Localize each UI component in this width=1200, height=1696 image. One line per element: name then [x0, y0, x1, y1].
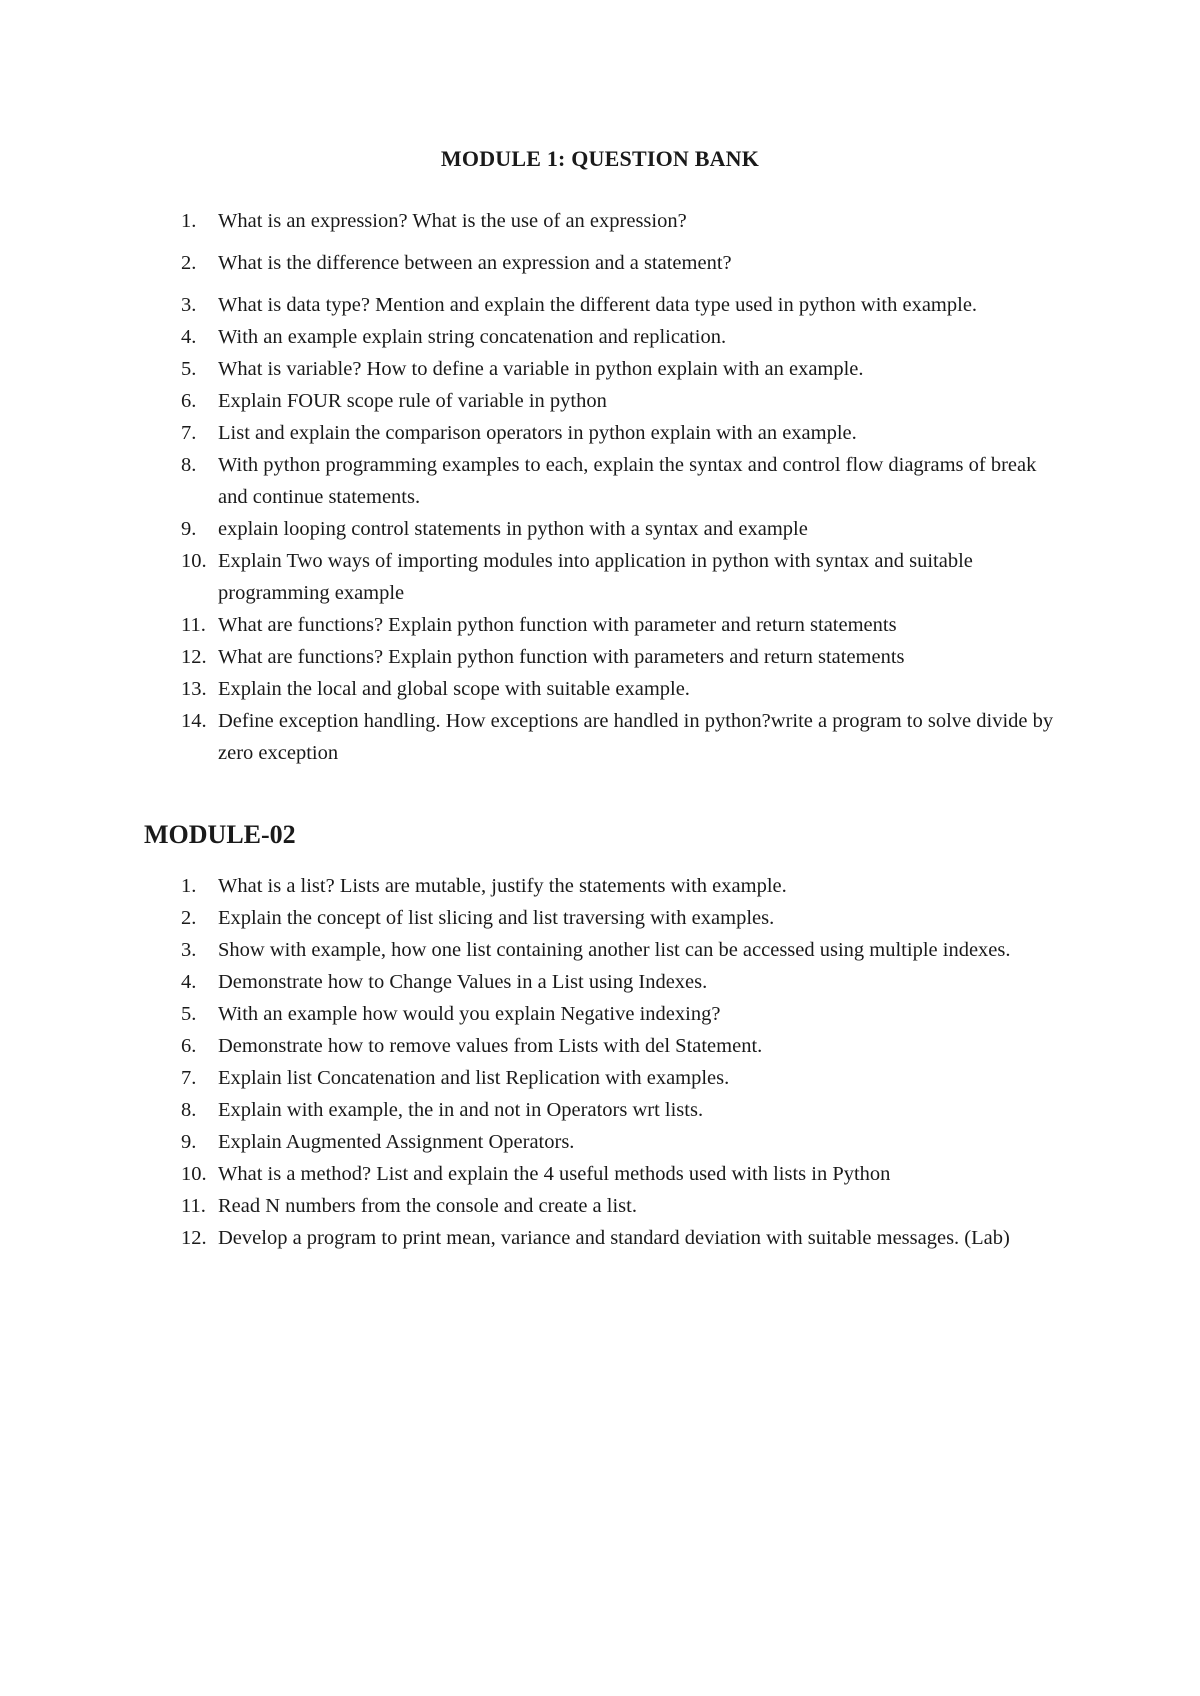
question-number: 2. [181, 907, 197, 929]
question-text: What is a method? List and explain the 4 useful methods used with lists in Python [218, 1163, 891, 1185]
question-item [0, 321, 1200, 353]
question-number: 11. [181, 1195, 206, 1217]
question-number: 14. [181, 710, 207, 732]
question-text: What is an expression? What is the use of an expression? [218, 210, 687, 232]
question-number: 5. [181, 1003, 197, 1025]
question-item [0, 1062, 1200, 1094]
question-number: 8. [181, 1099, 197, 1121]
question-number: 1. [181, 875, 197, 897]
question-number: 6. [181, 390, 197, 412]
question-item [0, 1094, 1200, 1126]
module2-question-list [0, 870, 1200, 1254]
question-number: 7. [181, 422, 197, 444]
question-text: explain looping control statements in python with a syntax and example [218, 518, 808, 540]
question-text: What is a list? Lists are mutable, justify the statements with example. [218, 875, 787, 897]
question-number: 9. [181, 518, 197, 540]
question-text: With an example how would you explain Negative indexing? [218, 1003, 721, 1025]
question-text: What is the difference between an expression and a statement? [218, 252, 732, 274]
question-text: Demonstrate how to remove values from Lists with del Statement. [218, 1035, 763, 1057]
question-text: What are functions? Explain python function with parameters and return statements [218, 646, 905, 668]
question-number: 12. [181, 1227, 207, 1249]
question-text: Read N numbers from the console and create a list. [218, 1195, 637, 1217]
question-item [0, 870, 1200, 902]
question-number: 12. [181, 646, 207, 668]
question-item [0, 934, 1200, 966]
question-item [0, 966, 1200, 998]
question-text: What are functions? Explain python function with parameter and return statements [218, 614, 897, 636]
question-text: Define exception handling. How exceptions are handled in python?write a program to solve divide by zero exception [218, 710, 1054, 764]
question-text: What is variable? How to define a variable in python explain with an example. [218, 358, 864, 380]
question-text: Explain Two ways of importing modules into application in python with syntax and suitable programming example [218, 550, 973, 604]
question-number: 10. [181, 550, 207, 572]
question-text: Demonstrate how to Change Values in a List using Indexes. [218, 971, 708, 993]
question-text: What is data type? Mention and explain the different data type used in python with example. [218, 294, 978, 316]
question-text: Explain FOUR scope rule of variable in python [218, 390, 607, 412]
module1-title: MODULE 1: QUESTION BANK [440, 146, 760, 171]
question-item [0, 513, 1200, 545]
question-number: 11. [181, 614, 206, 636]
question-text: List and explain the comparison operators in python explain with an example. [218, 422, 857, 444]
question-number: 8. [181, 454, 197, 476]
question-item [0, 1126, 1200, 1158]
question-item [0, 247, 1200, 279]
question-item [0, 1190, 1200, 1222]
question-item [0, 385, 1200, 417]
question-number: 2. [181, 252, 197, 274]
question-item [0, 705, 1200, 769]
question-item [0, 673, 1200, 705]
question-item [0, 1222, 1200, 1254]
question-text: Show with example, how one list containing another list can be accessed using multiple indexes. [218, 939, 1011, 961]
question-text: Explain list Concatenation and list Replication with examples. [218, 1067, 730, 1089]
question-item [0, 353, 1200, 385]
question-text: Explain Augmented Assignment Operators. [218, 1131, 575, 1153]
question-number: 13. [181, 678, 207, 700]
question-number: 4. [181, 326, 197, 348]
question-number: 3. [181, 294, 197, 316]
question-number: 9. [181, 1131, 197, 1153]
question-text: Explain the local and global scope with suitable example. [218, 678, 690, 700]
question-item [0, 998, 1200, 1030]
question-text: Explain with example, the in and not in Operators wrt lists. [218, 1099, 704, 1121]
question-number: 3. [181, 939, 197, 961]
question-item [0, 449, 1200, 513]
question-text: Explain the concept of list slicing and list traversing with examples. [218, 907, 775, 929]
question-number: 5. [181, 358, 197, 380]
question-number: 1. [181, 210, 197, 232]
question-item [0, 417, 1200, 449]
question-item [0, 641, 1200, 673]
question-item [0, 902, 1200, 934]
question-text: With python programming examples to each, explain the syntax and control flow diagrams of break and continue statements. [218, 454, 1037, 508]
question-text: Develop a program to print mean, variance and standard deviation with suitable messages. (Lab) [218, 1227, 1010, 1249]
question-item [0, 609, 1200, 641]
question-item [0, 545, 1200, 609]
question-number: 7. [181, 1067, 197, 1089]
module1-question-list [0, 205, 1200, 769]
question-number: 4. [181, 971, 197, 993]
question-number: 10. [181, 1163, 207, 1185]
question-text: With an example explain string concatenation and replication. [218, 326, 727, 348]
question-number: 6. [181, 1035, 197, 1057]
module2-title: MODULE-02 [144, 820, 296, 849]
question-item [0, 1030, 1200, 1062]
question-item [0, 1158, 1200, 1190]
question-item [0, 205, 1200, 237]
question-item [0, 289, 1200, 321]
